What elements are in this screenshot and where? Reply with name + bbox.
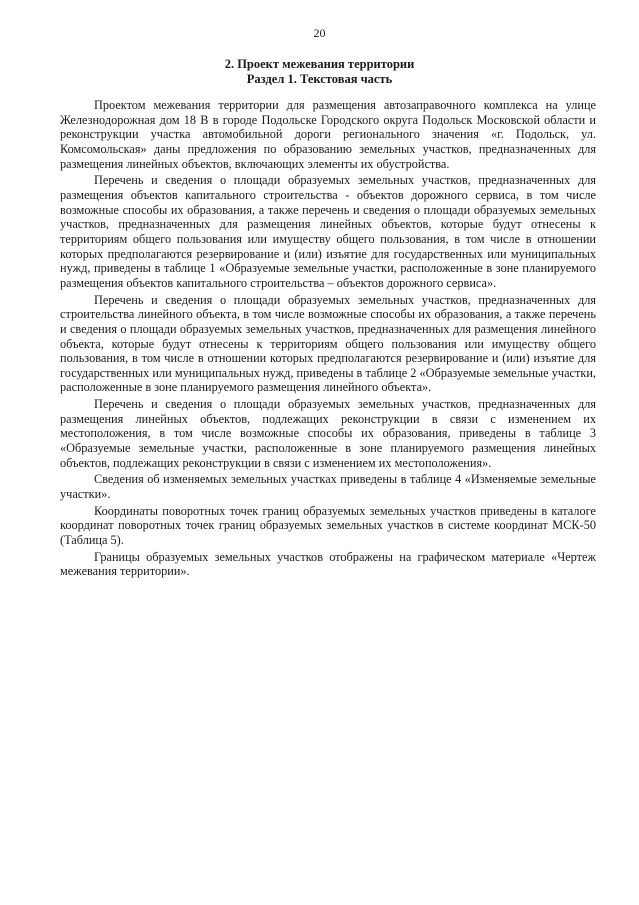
paragraph: Перечень и сведения о площади образуемых земельных участков, предназначенных для строительства линейного объекта, в том числе возможные способы их образования, а также перечень и сведения о площади образуемых земельных участков, предназначенных для размещения линейного объекта, которые будут отнесены к территориям общего пользования или имуществу общего пользования, в том числе в отношении которых предполагаются резервирование и (или) изъятие для государственных или муниципальных нужд, приведены в таблице 2 «Образуемые земельные участки, расположенные в зоне планируемого размещения линейного объекта».: [60, 292, 596, 395]
heading-block: [0, 57, 639, 87]
subsection-title: Раздел 1. Текстовая часть: [246, 72, 393, 86]
paragraph: Перечень и сведения о площади образуемых земельных участков, предназначенных для размещения линейных объектов, подлежащих реконструкции в связи с изменением их местоположения, в том числе возможные способы их образования, приведены в таблице 3 «Образуемые земельные участки, расположенные в зоне планируемого размещения линейных объектов, подлежащих реконструкции в связи с изменением их местоположения».: [60, 397, 596, 470]
paragraph: Перечень и сведения о площади образуемых земельных участков, предназначенных для размещения объектов капитального строительства - объектов дорожного сервиса, в том числе возможные способы их образования, а также перечень и сведения о площади образуемых земельных участков, предназначенных для размещения линейных объектов, которые будут отнесены к территориям общего пользования или имуществу общего пользования, в том числе в отношении которых предполагаются резервирование и (или) изъятие для государственных или муниципальных нужд, приведены в таблице 1 «Образуемые земельные участки, расположенные в зоне планируемого размещения объектов капитального строительства – объектов дорожного сервиса».: [60, 173, 596, 290]
paragraph: Проектом межевания территории для размещения автозаправочного комплекса на улице Железнодорожная дом 18 В в городе Подольске Городского округа Подольск Московской области и реконструкции участка автомобильной дороги регионального значения «г. Подольск, ул. Комсомольская» даны предложения по образованию земельных участков, предназначенных для размещения линейных объектов, включающих элементы их обустройства.: [60, 98, 596, 171]
paragraph: Границы образуемых земельных участков отображены на графическом материале «Чертеж межевания территории».: [60, 549, 596, 579]
page-number: 20: [313, 26, 326, 40]
paragraph: Сведения об изменяемых земельных участках приведены в таблице 4 «Изменяемые земельные участки».: [60, 472, 596, 502]
section-title: 2. Проект межевания территории: [224, 57, 415, 71]
paragraph: Координаты поворотных точек границ образуемых земельных участков приведены в каталоге координат поворотных точек границ образуемых земельных участков в системе координат МСК-50 (Таблица 5).: [60, 503, 596, 548]
body-text: [60, 98, 596, 581]
